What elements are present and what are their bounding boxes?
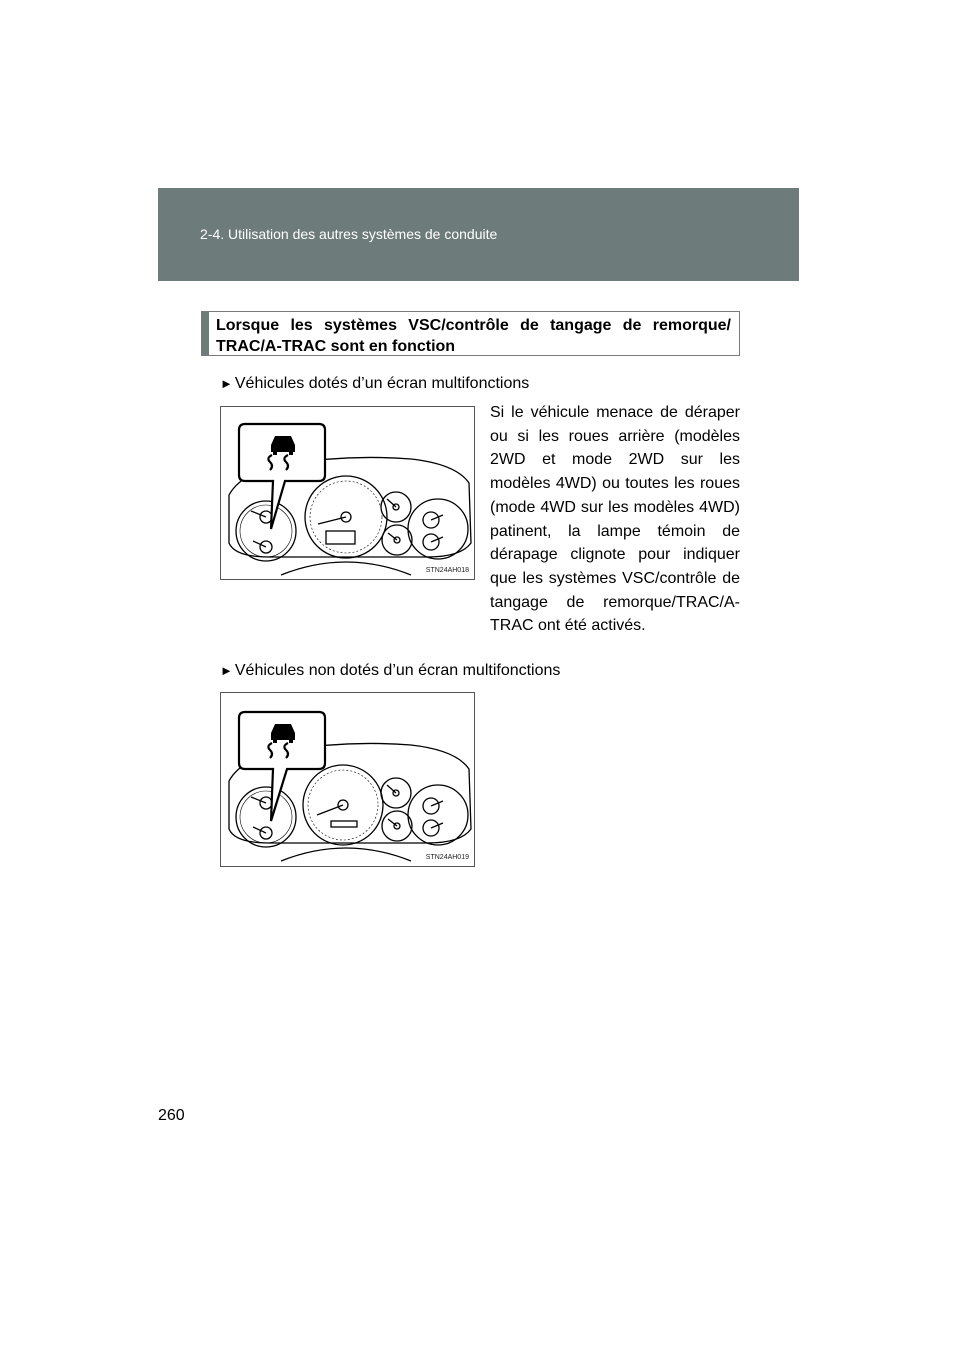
figure-code: STN24AH018 [425, 567, 469, 574]
section-heading-title: Lorsque les systèmes VSC/contrôle de tangage de remorque/ TRAC/A-TRAC sont en fonction [216, 317, 731, 355]
section-heading-stripe [202, 312, 209, 355]
section-heading-box [201, 311, 740, 356]
bullet-item [220, 374, 529, 394]
instrument-cluster-drawing [221, 693, 474, 866]
instrument-cluster-figure-no-display [220, 692, 475, 867]
bullet-text: Véhicules dotés d’un écran multifonctions [234, 375, 530, 392]
instrument-cluster-figure-multi-display [220, 406, 475, 580]
page-number: 260 [158, 1107, 185, 1124]
body-paragraph: Si le véhicule menace de déraper ou si les roues arrière (modèles 2WD et mode 2WD sur les modèles 4WD) ou toutes les roues (mode 4WD sur les modèles 4WD) patinent, la lampe témoin de dérapage clignote pour indiquer que les systèmes VSC/contrôle de tangage de remorque/TRAC/A-TRAC ont été activés. [490, 404, 740, 635]
bullet-item [220, 661, 560, 681]
chapter-header-bar [158, 188, 799, 281]
bullet-marker-icon: ► [220, 376, 233, 391]
figure-code: STN24AH019 [425, 854, 469, 861]
bullet-text: Véhicules non dotés d’un écran multifonctions [234, 662, 561, 679]
bullet-marker-icon: ► [220, 663, 233, 678]
instrument-cluster-drawing [221, 407, 474, 579]
chapter-header-title: 2-4. Utilisation des autres systèmes de conduite [200, 226, 498, 242]
